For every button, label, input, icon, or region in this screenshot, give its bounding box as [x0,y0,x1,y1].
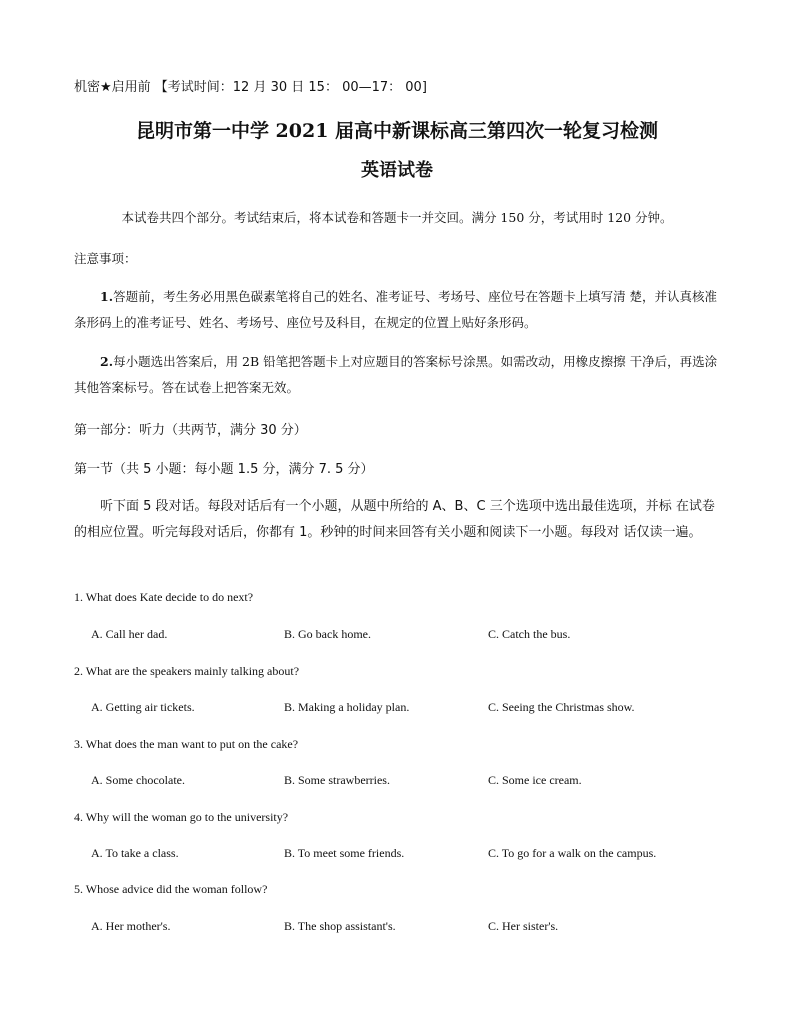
question-4-option-a: A. To take a class. [91,846,179,860]
question-3-option-a: A. Some chocolate. [91,773,185,787]
question-3: 3. What does the man want to put on the cake? [74,737,299,751]
note-1-number: 1. [100,289,114,304]
question-2-option-a: A. Getting air tickets. [91,700,195,714]
question-3-option-b: B. Some strawberries. [284,773,390,787]
question-4-option-c: C. To go for a walk on the campus. [488,846,657,860]
question-5-option-b: B. The shop assistant's. [284,919,396,933]
note-1-text: 答题前，考生务必用黑色碳素笔将自己的姓名、准考证号、考场号、座位号在答题卡上填写清 楚，并认真核准条形码上的准考证号、姓名、考场号、座位号及科目，在规定的位置上贴好条形码。 [74,289,718,330]
exam-title: 昆明市第一中学 2021 届高中新课标高三第四次一轮复习检测 [135,120,659,142]
question-5-option-a: A. Her mother's. [91,919,171,933]
question-1-option-b: B. Go back home. [284,627,371,641]
note-1 [74,284,720,336]
question-2: 2. What are the speakers mainly talking about? [74,664,300,678]
question-5-option-c: C. Her sister's. [488,919,559,933]
question-1-option-c: C. Catch the bus. [488,627,571,641]
question-4-option-b: B. To meet some friends. [284,846,405,860]
note-2-text: 每小题选出答案后，用 2B 铅笔把答题卡上对应题目的答案标号涂黑。如需改动，用橡皮擦擦 干净后，再选涂其他答案标号。答在试卷上把答案无效。 [74,354,718,395]
note-2 [74,349,720,401]
listening-directions: 听下面 5 段对话。每段对话后有一个小题，从题中所给的 A、B、C 三个选项中选出最佳选项，并标 在试卷的相应位置。听完每段对话后，你都有 1。秒钟的时间来回答有关小题和阅读下一小题。每段对 话仅读一遍。 [74,499,715,540]
section-1-heading: 第一节（共 5 小题：每小题 1.5 分，满分 7. 5 分） [74,462,374,477]
question-1: 1. What does Kate decide to do next? [74,590,254,604]
exam-subtitle: 英语试卷 [361,160,433,181]
exam-intro: 本试卷共四个部分。考试结束后，将本试卷和答题卡一并交回。满分 150 分，考试用时 120 分钟。 [121,210,673,225]
question-2-option-b: B. Making a holiday plan. [284,700,410,714]
notice-heading: 注意事项： [74,251,137,266]
exam-header: 机密★启用前 【考试时间：12 月 30 日 15： 00—17： 00] [74,80,427,95]
part-1-heading: 第一部分：听力（共两节，满分 30 分） [74,423,307,438]
question-4: 4. Why will the woman go to the university? [74,810,289,824]
question-5: 5. Whose advice did the woman follow? [74,882,268,896]
question-3-option-c: C. Some ice cream. [488,773,582,787]
question-1-option-a: A. Call her dad. [91,627,168,641]
note-2-number: 2. [100,354,114,369]
question-2-option-c: C. Seeing the Christmas show. [488,700,635,714]
